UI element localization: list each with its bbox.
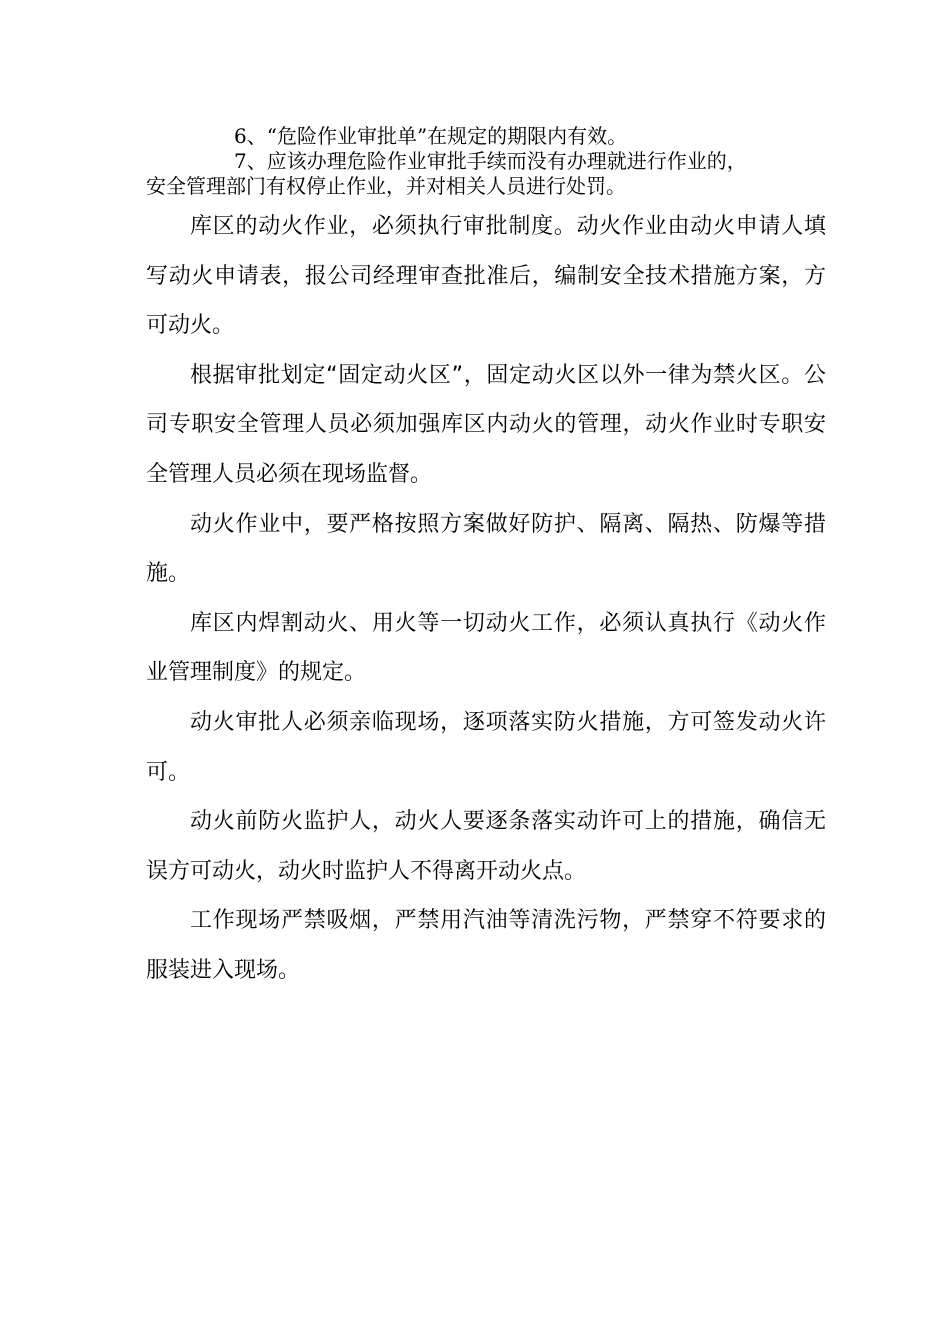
numbered-items [146, 124, 826, 199]
paragraph: 库区内焊割动火、用火等一切动火工作，必须认真执行《动火作业管理制度》的规定。 [146, 610, 826, 686]
paragraph: 库区的动火作业，必须执行审批制度。动火作业由动火申请人填写动火申请表，报公司经理审查批准后，编制安全技术措施方案，方可动火。 [146, 214, 826, 339]
numbered-item-6: 6、“危险作业审批单”在规定的期限内有效。 [234, 124, 628, 148]
paragraph: 工作现场严禁吸烟，严禁用汽油等清洗污物，严禁穿不符要求的服装进入现场。 [146, 908, 826, 983]
paragraph: 动火作业中，要严格按照方案做好防护、隔离、隔热、防爆等措施。 [146, 511, 826, 587]
paragraph: 动火前防火监护人，动火人要逐条落实动许可上的措施，确信无误方可动火，动火时监护人不得离开动火点。 [146, 809, 826, 884]
paragraph: 根据审批划定“固定动火区”，固定动火区以外一律为禁火区。公司专职安全管理人员必须加强库区内动火的管理，动火作业时专职安全管理人员必须在现场监督。 [146, 362, 826, 487]
numbered-item-7: 7、应该办理危险作业审批手续而没有办理就进行作业的， [234, 149, 747, 173]
body-text [146, 202, 826, 996]
paragraph: 动火审批人必须亲临现场，逐项落实防火措施，方可签发动火许可。 [146, 709, 826, 785]
numbered-item-7-continuation: 安全管理部门有权停止作业，并对相关人员进行处罚。 [146, 174, 626, 198]
